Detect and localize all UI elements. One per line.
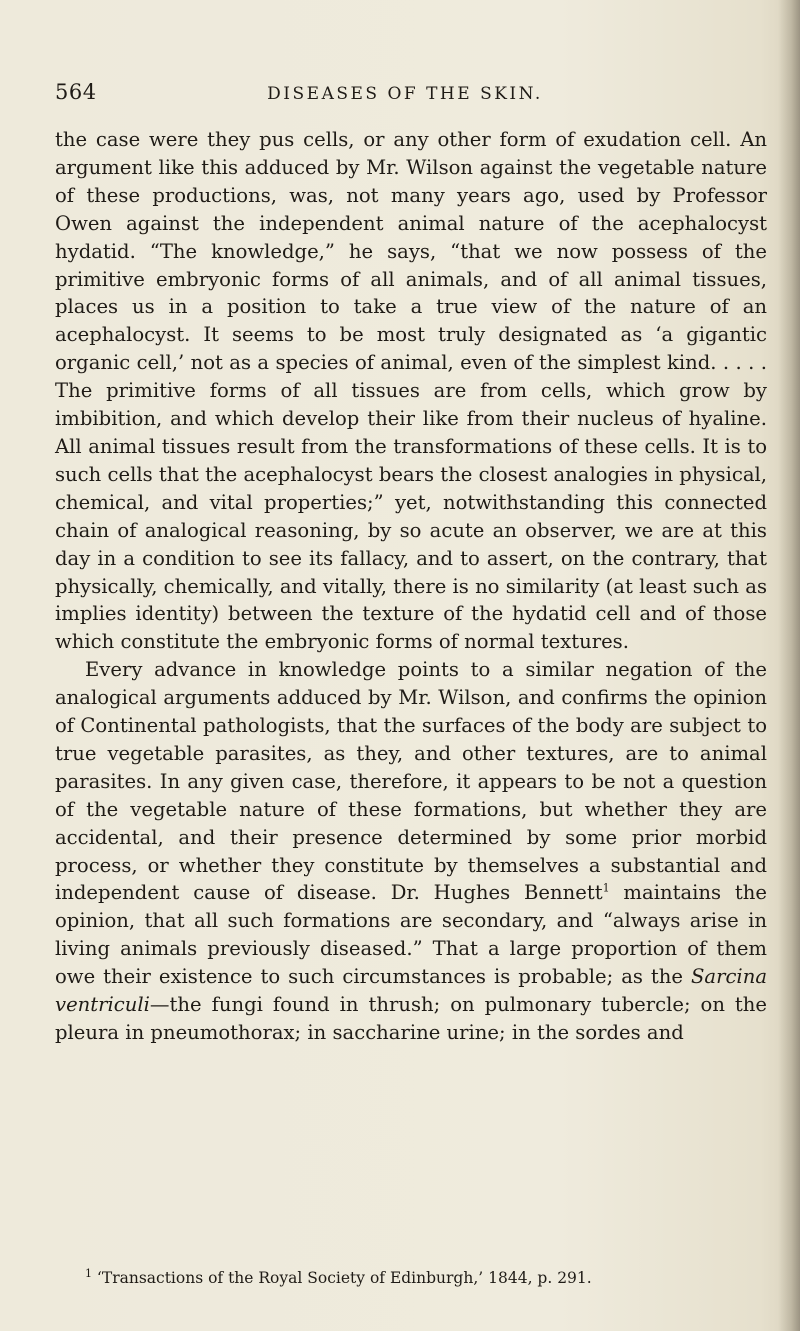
paragraph-2-part-3: —the fungi found in thrush; on pulmonary tubercle; on the pleura in pneumothorax; in saccharine urine; in the sordes and — [55, 993, 767, 1044]
body-text — [55, 126, 767, 1047]
paragraph-2-part-2: maintains the opinion, that all such formations are secondary, and “always arise in living animals previously diseased.” That a large proportion of them owe their existence to such circumstances is probable; as the — [55, 881, 767, 989]
paragraph-2-part-1: Every advance in knowledge points to a similar negation of the analogical arguments adduced by Mr. Wilson, and confirms the opinion of Continental pathologists, that the surfaces of the body are subject to true vegetable parasites, as they, and other textures, are to animal parasites. In any given case, therefore, it appears to be not a question of the vegetable nature of these formations, but whether they are accidental, and their presence determined by some prior morbid process, or whether they constitute by themselves a substantial and independent cause of disease. Dr. Hughes Bennett — [55, 658, 767, 905]
footnote-marker: 1 — [85, 1266, 92, 1280]
running-head: DISEASES OF THE SKIN. — [267, 84, 543, 104]
footnote-text: ‘Transactions of the Royal Society of Edinburgh,’ 1844, p. 291. — [92, 1269, 592, 1287]
paragraph-2 — [55, 656, 767, 1047]
page-number: 564 — [55, 80, 97, 104]
footnote-reference: 1 — [602, 881, 610, 895]
page-edge-shadow — [778, 0, 800, 1331]
page-header — [55, 80, 755, 116]
italic-term: Sarcina ventriculi — [55, 965, 767, 1017]
paragraph-1: the case were they pus cells, or any other form of exudation cell. An argument like this adduced by Mr. Wilson against the vegetable nature of these productions, was, not many years ago, used by Professor Owen against the independent animal nature of the acephalocyst hydatid. “The knowledge,” he says, “that we now possess of the primitive embryonic forms of all animals, and of all animal tissues, places us in a position to take a true view of the nature of an acephalocyst. It seems to be most truly designated as ‘a gigantic organic cell,’ not as a species of animal, even of the simplest kind. . . . . The primitive forms of all tissues are from cells, which grow by imbibition, and which develop their like from their nucleus of hyaline. All animal tissues result from the transformations of these cells. It is to such cells that the acephalocyst bears the closest analogies in physical, chemical, and vital properties;” yet, notwithstanding this connected chain of analogical reasoning, by so acute an observer, we are at this day in a condition to see its fallacy, and to assert, on the contrary, that physically, chemically, and vitally, there is no similarity (at least such as implies identity) between the texture of the hydatid cell and of those which constitute the embryonic forms of normal textures. — [55, 128, 768, 654]
footnote — [55, 1268, 767, 1288]
